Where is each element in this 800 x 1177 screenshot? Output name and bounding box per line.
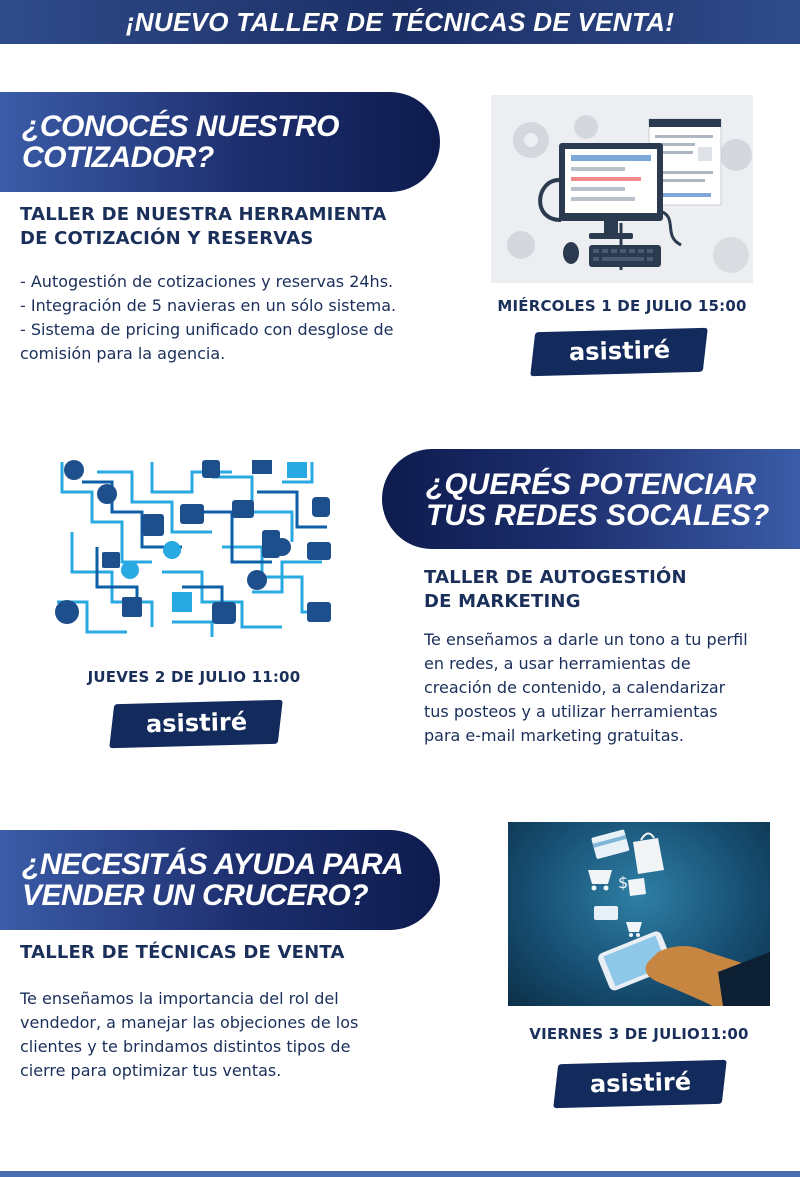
section2-desc-line1: Te enseñamos a darle un tono a tu perfil	[424, 630, 748, 649]
section3-subtitle	[20, 941, 345, 965]
social-network-icons-icon	[52, 452, 336, 644]
section3-heading-line1: ¿NECESITÁS AYUDA PARA	[22, 848, 404, 881]
section2-desc-line2: en redes, a usar herramientas de	[424, 654, 691, 673]
section3-description	[20, 987, 358, 1083]
section1-subtitle	[20, 203, 387, 251]
section1-attend-label: asistiré	[568, 335, 671, 367]
section3-subtitle-line1: TALLER DE TÉCNICAS DE VENTA	[20, 942, 345, 963]
section2-heading-line2: TUS REDES SOCALES?	[426, 499, 770, 532]
section1-desc-line1: - Autogestión de cotizaciones y reservas 24hs.	[20, 272, 394, 291]
section2-desc-line3: creación de contenido, a calendarizar	[424, 678, 726, 697]
section1-subtitle-line2: DE COTIZACIÓN Y RESERVAS	[20, 228, 314, 249]
section2-description	[424, 628, 748, 748]
section2-attend-button[interactable]	[109, 700, 283, 748]
section2-attend-label: asistiré	[145, 707, 248, 739]
section3-desc-line4: cierre para optimizar tus ventas.	[20, 1061, 282, 1080]
section3-desc-line1: Te enseñamos la importancia del rol del	[20, 989, 339, 1008]
section1-attend-button[interactable]	[530, 328, 708, 376]
bottom-divider	[0, 1171, 800, 1177]
section2-desc-line4: tus posteos y a utilizar herramientas	[424, 702, 718, 721]
section2-desc-line5: para e-mail marketing gratuitas.	[424, 726, 684, 745]
section1-heading-line1: ¿CONOCÉS NUESTRO	[22, 110, 340, 143]
mobile-shopping-illustration	[508, 822, 770, 1006]
section3-heading-pill	[0, 830, 440, 930]
banner-title: ¡NUEVO TALLER DE TÉCNICAS DE VENTA!	[125, 7, 675, 37]
computer-monitor-icon	[491, 95, 753, 283]
section3-desc-line2: vendedor, a manejar las objeciones de los	[20, 1013, 359, 1032]
section3-date: VIERNES 3 DE JULIO11:00	[529, 1025, 749, 1043]
section2-heading-pill	[382, 449, 800, 549]
section1-desc-line2: - Integración de 5 navieras en un sólo sistema.	[20, 296, 397, 315]
mobile-shopping-icon	[508, 822, 770, 1006]
computer-illustration	[491, 95, 753, 283]
section2-subtitle-line2: DE MARKETING	[424, 591, 581, 612]
social-network-illustration	[52, 452, 336, 644]
section1-date: MIÉRCOLES 1 DE JULIO 15:00	[497, 297, 747, 315]
svg-text:$: $	[618, 873, 629, 892]
section3-desc-line3: clientes y te brindamos distintos tipos de	[20, 1037, 351, 1056]
section1-description	[20, 270, 396, 366]
section2-subtitle-line1: TALLER DE AUTOGESTIÓN	[424, 567, 687, 588]
section3-heading-line2: VENDER UN CRUCERO?	[22, 879, 369, 912]
section2-date: JUEVES 2 DE JULIO 11:00	[87, 668, 301, 686]
section1-heading-pill	[0, 92, 440, 192]
section1-desc-line4: comisión para la agencia.	[20, 344, 226, 363]
section2-subtitle	[424, 566, 687, 614]
section3-attend-button[interactable]	[553, 1060, 727, 1108]
section2-heading-line1: ¿QUERÉS POTENCIAR	[426, 468, 757, 501]
section3-attend-label: asistiré	[589, 1067, 692, 1099]
section1-heading-line2: COTIZADOR?	[22, 141, 214, 174]
top-banner	[0, 0, 800, 44]
section1-desc-line3: - Sistema de pricing unificado con desglose de	[20, 320, 394, 339]
section1-subtitle-line1: TALLER DE NUESTRA HERRAMIENTA	[20, 204, 387, 225]
